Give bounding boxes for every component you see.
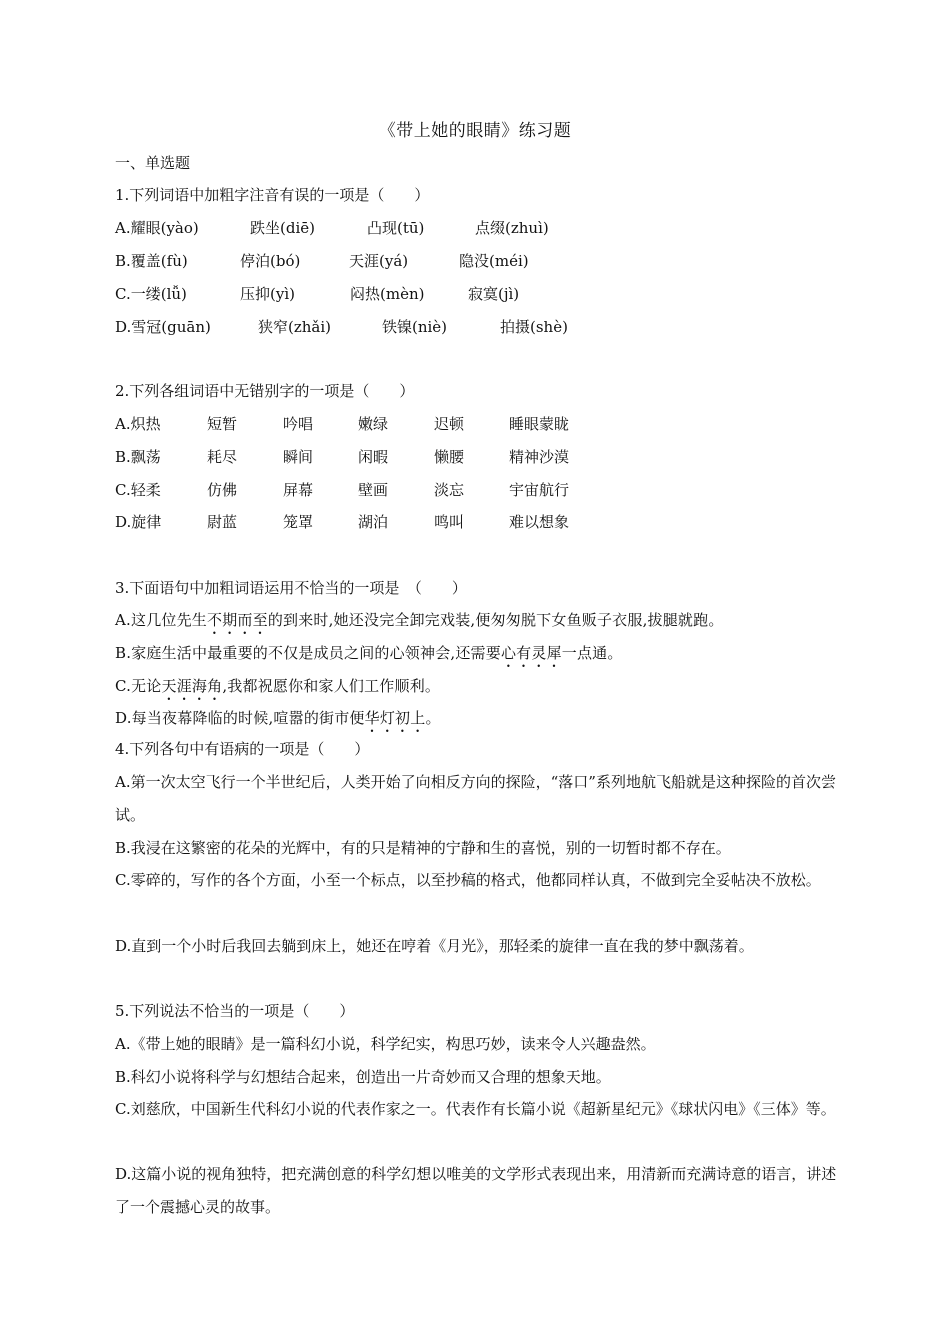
q2-d-word-4: 湖泊: [358, 513, 389, 531]
q1-c-word-3: 闷热(mèn): [350, 285, 425, 303]
q3-a-post: 的到来时,她还没完全卸完戏装,便匆匆脱下女鱼贩子衣服,拔腿就跑。: [267, 611, 724, 629]
q3-d-emphasis: 华灯初上: [364, 709, 426, 727]
q1-a-word-1: A.耀眼(yào): [115, 219, 199, 237]
q2-stem: 2.下列各组词语中无错别字的一项是（ ）: [115, 382, 415, 400]
q2-d-word-3: 笼罩: [283, 513, 314, 531]
q2-b-word-4: 闲暇: [358, 448, 389, 466]
q2-b-word-3: 瞬间: [283, 448, 314, 466]
q2-a-word-4: 嫩绿: [358, 415, 389, 433]
q5-option-c: C.刘慈欣，中国新生代科幻小说的代表作家之一。代表作有长篇小说《超新星纪元》《球状闪电》《三体》等。: [115, 1100, 836, 1118]
section-heading: 一、单选题: [115, 154, 191, 172]
q3-option-d: [115, 707, 441, 736]
q3-b-pre: B.家庭生活中最重要的不仅是成员之间的心领神会,还需要: [115, 644, 501, 662]
q1-c-word-4: 寂寞(jì): [468, 285, 520, 303]
q1-c-word-2: 压抑(yì): [240, 285, 295, 303]
q1-option-a: [115, 217, 549, 239]
q2-a-word-5: 迟顿: [434, 415, 465, 433]
q5-option-d: D.这篇小说的视角独特，把充满创意的科学幻想以唯美的文学形式表现出来，用清新而充满诗意的语言，讲述了一个震撼心灵的故事。: [115, 1165, 837, 1216]
q1-option-c: [115, 283, 519, 305]
q1-option-d: [115, 316, 568, 338]
q3-a-emphasis: 不期而至: [207, 611, 268, 629]
q1-d-word-4: 拍摄(shè): [500, 318, 568, 336]
q1-d-word-1: D.雪冠(guān): [115, 318, 211, 336]
q3-b-post: 一点通。: [561, 644, 623, 662]
q2-d-word-2: 尉蓝: [207, 513, 238, 531]
q1-d-word-3: 铁镍(niè): [382, 318, 448, 336]
q2-b-word-5: 懒腰: [434, 448, 465, 466]
q1-b-word-2: 停泊(bó): [240, 252, 301, 270]
q3-c-emphasis: 天涯海角: [161, 677, 223, 695]
q1-a-word-3: 凸现(tū): [367, 219, 425, 237]
q5-stem: 5.下列说法不恰当的一项是（ ）: [115, 1002, 355, 1020]
q2-d-word-6: 难以想象: [509, 513, 570, 531]
q1-option-b: [115, 250, 529, 272]
q3-d-pre: D.每当夜幕降临的时候,喧嚣的街市便: [115, 709, 365, 727]
q3-b-emphasis: 心有灵犀: [500, 644, 562, 662]
q2-option-b: [115, 446, 569, 468]
q5-option-a: A.《带上她的眼睛》是一篇科幻小说，科学纪实，构思巧妙，读来令人兴趣盎然。: [115, 1035, 656, 1053]
page-title: 《带上她的眼睛》练习题: [378, 121, 572, 141]
q2-c-word-4: 壁画: [358, 481, 389, 499]
q3-stem: 3.下面语句中加粗词语运用不恰当的一项是 （ ）: [115, 579, 467, 597]
q4-option-d: D.直到一个小时后我回去躺到床上，她还在哼着《月光》，那轻柔的旋律一直在我的梦中飘荡着。: [115, 937, 754, 955]
q2-option-a: [115, 413, 569, 435]
q2-c-word-1: C.轻柔: [115, 481, 161, 499]
q1-a-word-4: 点缀(zhuì): [475, 219, 549, 237]
q3-option-a: [115, 609, 724, 638]
q2-c-word-3: 屏幕: [283, 481, 314, 499]
q1-b-word-4: 隐没(méi): [459, 252, 529, 270]
q1-c-word-1: C.一缕(lǚ): [115, 285, 187, 303]
q2-a-word-1: A.炽热: [115, 415, 161, 433]
q2-d-word-5: 鸣叫: [434, 513, 465, 531]
q2-c-word-5: 淡忘: [434, 481, 465, 499]
q3-d-post: 。: [425, 709, 441, 727]
q1-b-word-3: 天涯(yá): [349, 252, 409, 270]
q2-option-d: [115, 511, 569, 533]
q5-option-b: B.科幻小说将科学与幻想结合起来，创造出一片奇妙而又合理的想象天地。: [115, 1068, 611, 1086]
q3-option-c: [115, 675, 440, 704]
q1-stem: 1.下列词语中加粗字注音有误的一项是（ ）: [115, 186, 430, 204]
q2-c-word-2: 仿佛: [207, 481, 238, 499]
q1-d-word-2: 狭窄(zhǎi): [258, 318, 332, 336]
q1-b-word-1: B.覆盖(fù): [115, 252, 188, 270]
q2-a-word-2: 短暂: [207, 415, 238, 433]
q2-c-word-6: 宇宙航行: [509, 481, 570, 499]
q1-a-word-2: 跌坐(diē): [250, 219, 315, 237]
q2-b-word-2: 耗尽: [207, 448, 238, 466]
q2-d-word-1: D.旋律: [115, 513, 162, 531]
q2-b-word-6: 精神沙漠: [509, 448, 570, 466]
q4-option-b: B.我浸在这繁密的花朵的光辉中，有的只是精神的宁静和生的喜悦，别的一切暂时都不存在。: [115, 839, 731, 857]
q2-b-word-1: B.飘荡: [115, 448, 161, 466]
q2-option-c: [115, 479, 569, 501]
q3-a-pre: A.这几位先生: [115, 611, 208, 629]
q4-option-c: C.零碎的，写作的各个方面，小至一个标点，以至抄稿的格式，他都同样认真，不做到完全妥帖决不放松。: [115, 871, 821, 889]
q3-option-b: [115, 642, 623, 671]
q3-c-post: ,我都祝愿你和家人们工作顺利。: [222, 677, 441, 695]
q4-option-a: A.第一次太空飞行一个半世纪后，人类开始了向相反方向的探险，“落口”系列地航飞船就是这种探险的首次尝试。: [115, 773, 836, 824]
q2-a-word-6: 睡眼蒙眬: [509, 415, 570, 433]
q4-stem: 4.下列各句中有语病的一项是（ ）: [115, 740, 370, 758]
q2-a-word-3: 吟唱: [283, 415, 314, 433]
q3-c-pre: C.无论: [115, 677, 162, 695]
